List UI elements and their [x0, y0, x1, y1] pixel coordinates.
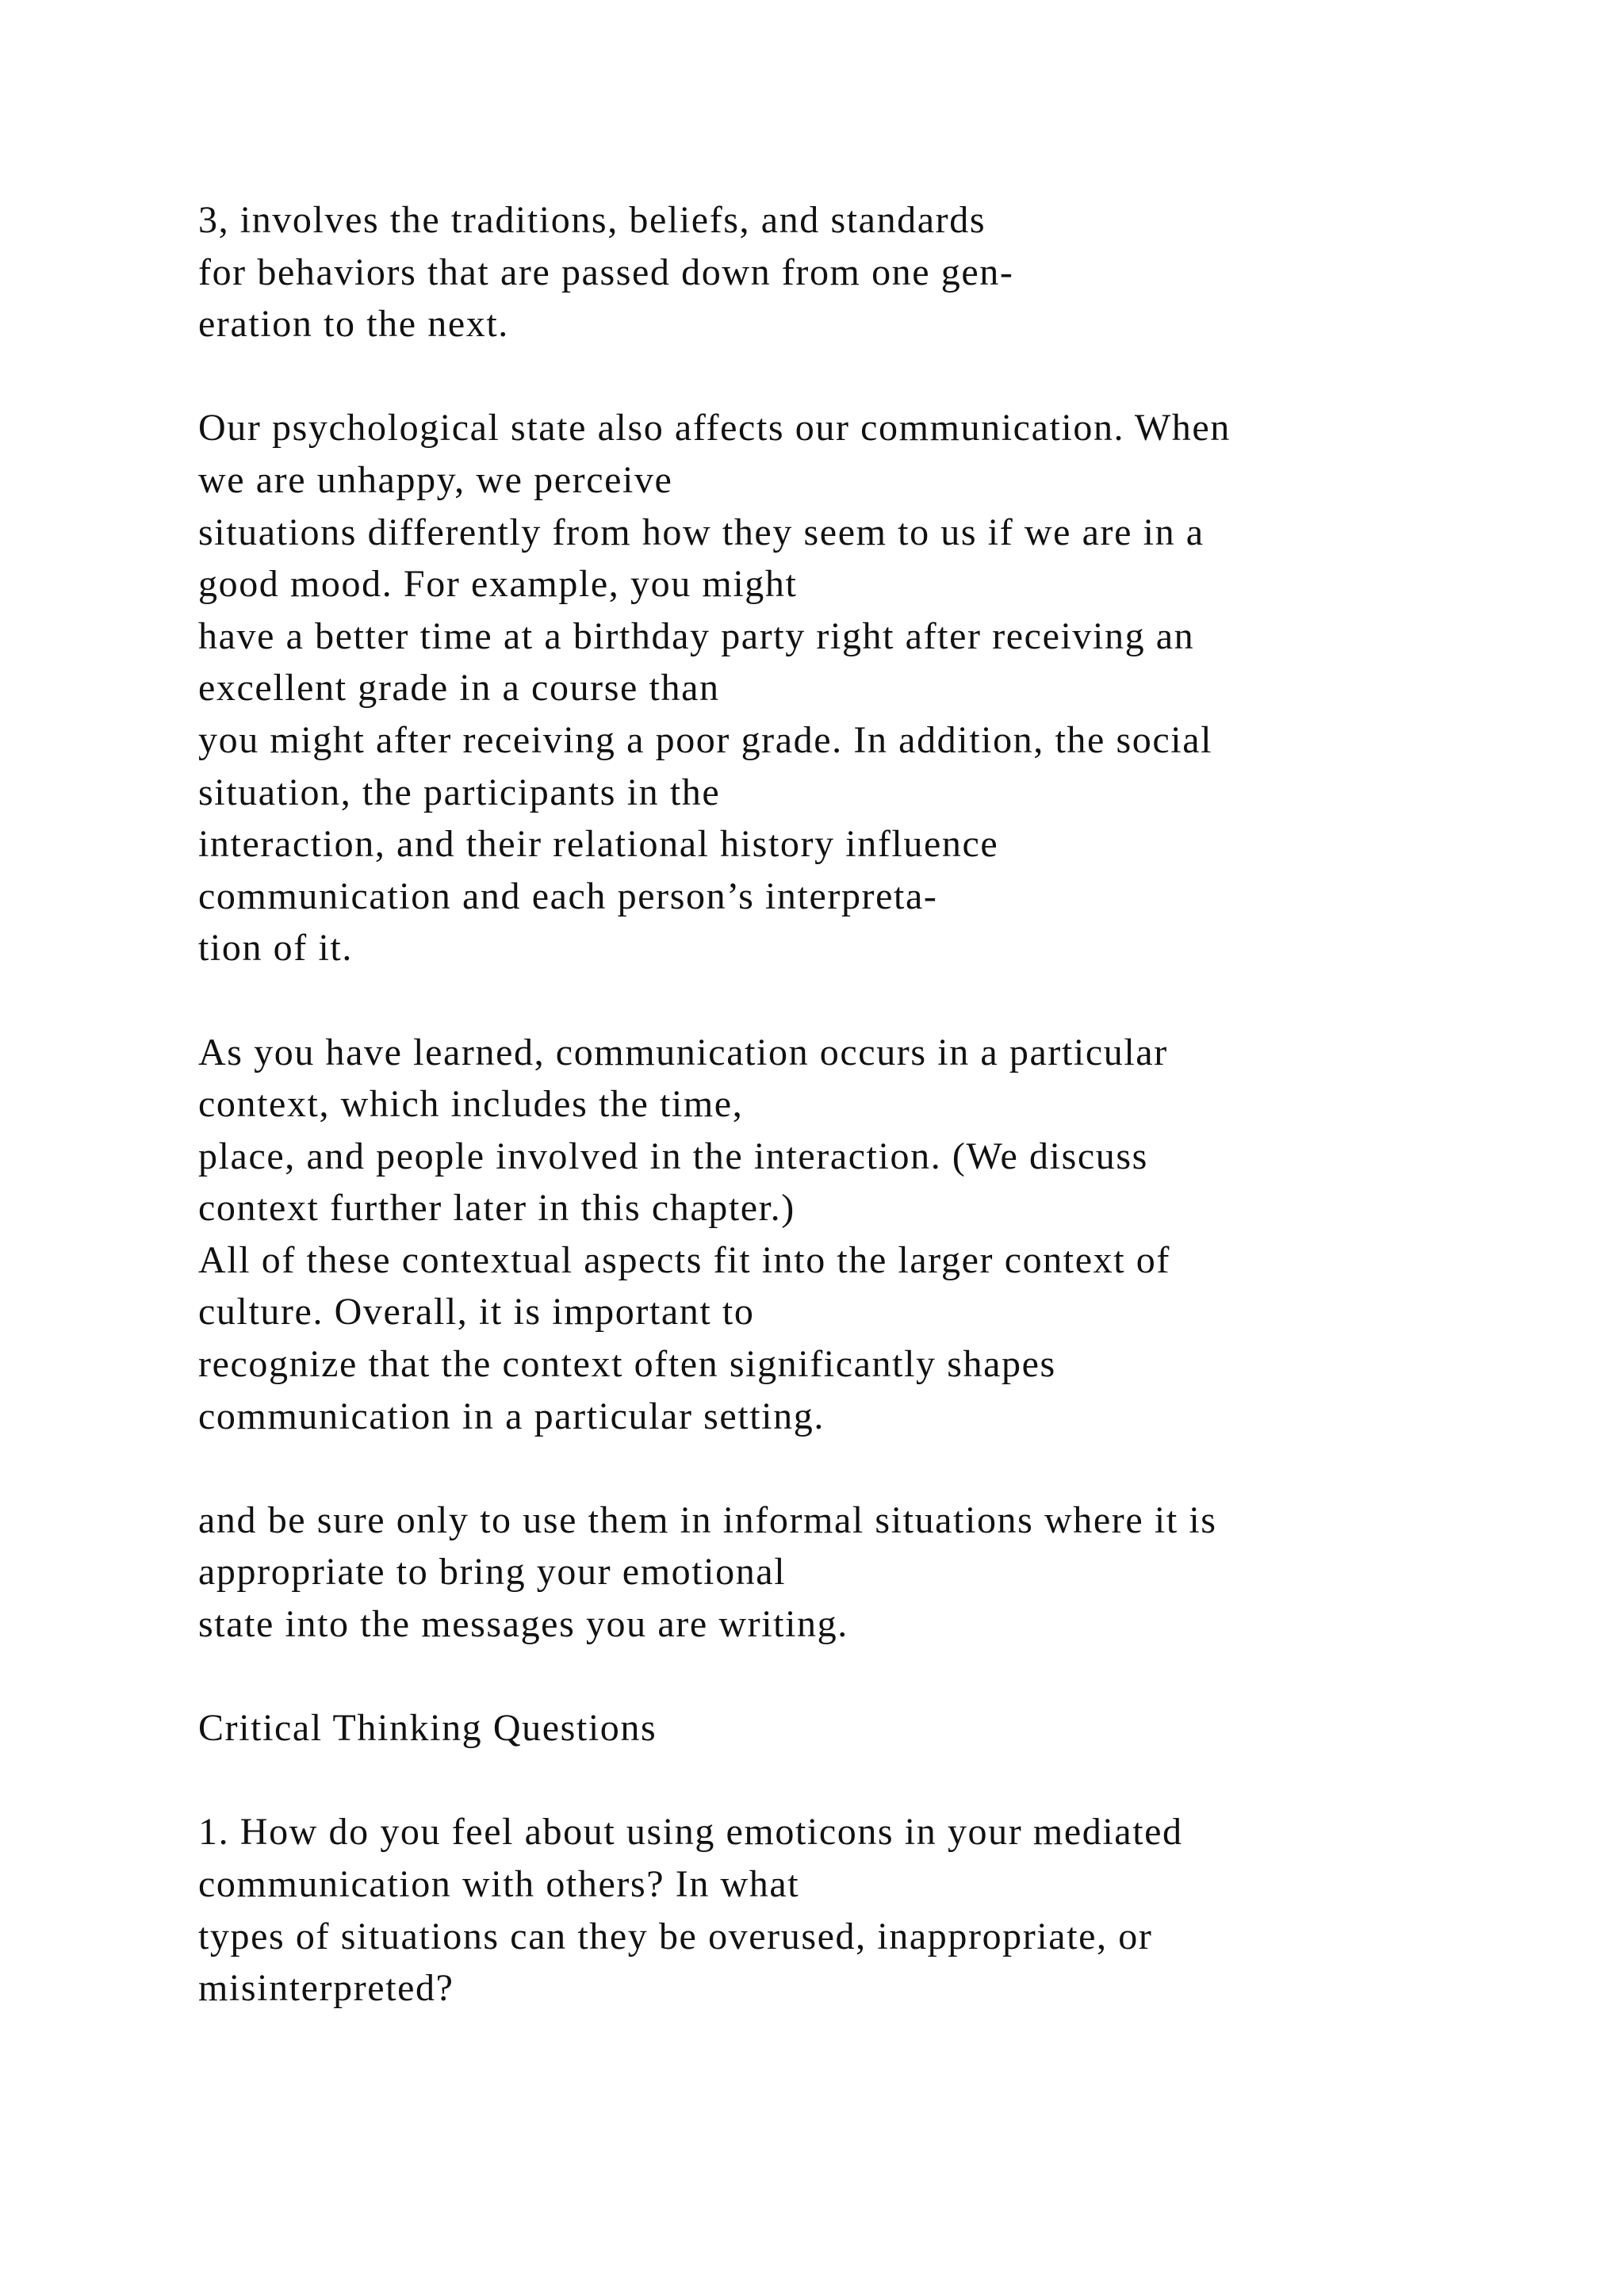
text-line: interaction, and their relational history influence	[198, 823, 999, 866]
text-line: All of these contextual aspects fit into the larger context of	[198, 1238, 1170, 1281]
text-line: for behaviors that are passed down from one gen-	[198, 251, 1014, 293]
text-line: and be sure only to use them in informal situations where it is	[198, 1498, 1217, 1541]
text-line: context further later in this chapter.)	[198, 1187, 795, 1230]
document-body	[198, 194, 1499, 2066]
text-line: communication and each person’s interpreta-	[198, 874, 938, 917]
text-line: situations differently from how they seem to us if we are in a	[198, 511, 1205, 553]
text-line: have a better time at a birthday party right after receiving an	[198, 614, 1195, 657]
text-line: As you have learned, communication occurs in a particular	[198, 1031, 1168, 1073]
text-line: context, which includes the time,	[198, 1083, 744, 1126]
text-line: communication with others? In what	[198, 1863, 800, 1905]
text-line: state into the messages you are writing.	[198, 1603, 848, 1646]
text-line: types of situations can they be overused, inappropriate, or	[198, 1915, 1153, 1957]
paragraph-context	[198, 1027, 1499, 1443]
text-line: excellent grade in a course than	[198, 667, 720, 710]
section-heading	[198, 1702, 1499, 1755]
text-line: tion of it.	[198, 927, 353, 970]
text-line: recognize that the context often significantly shapes	[198, 1343, 1056, 1386]
text-line: place, and people involved in the interaction. (We discuss	[198, 1135, 1148, 1177]
text-line: culture. Overall, it is important to	[198, 1291, 755, 1334]
text-line: situation, the participants in the	[198, 771, 721, 813]
text-line: Our psychological state also affects our communication. When	[198, 407, 1231, 450]
paragraph-culture	[198, 194, 1499, 350]
text-line: misinterpreted?	[198, 1967, 454, 2010]
paragraph-emoticons-usage	[198, 1494, 1499, 1651]
text-line: 1. How do you feel about using emoticons in your mediated	[198, 1811, 1183, 1854]
heading-critical-thinking-questions: Critical Thinking Questions	[198, 1707, 657, 1750]
text-line: appropriate to bring your emotional	[198, 1551, 787, 1594]
text-line: good mood. For example, you might	[198, 563, 798, 606]
text-line: we are unhappy, we perceive	[198, 458, 673, 501]
text-line: you might after receiving a poor grade. In addition, the social	[198, 718, 1213, 761]
question-1	[198, 1806, 1499, 2014]
paragraph-psychological-state	[198, 402, 1499, 974]
text-line: communication in a particular setting.	[198, 1395, 825, 1437]
text-line: eration to the next.	[198, 303, 509, 346]
text-line: 3, involves the traditions, beliefs, and standards	[198, 199, 986, 241]
